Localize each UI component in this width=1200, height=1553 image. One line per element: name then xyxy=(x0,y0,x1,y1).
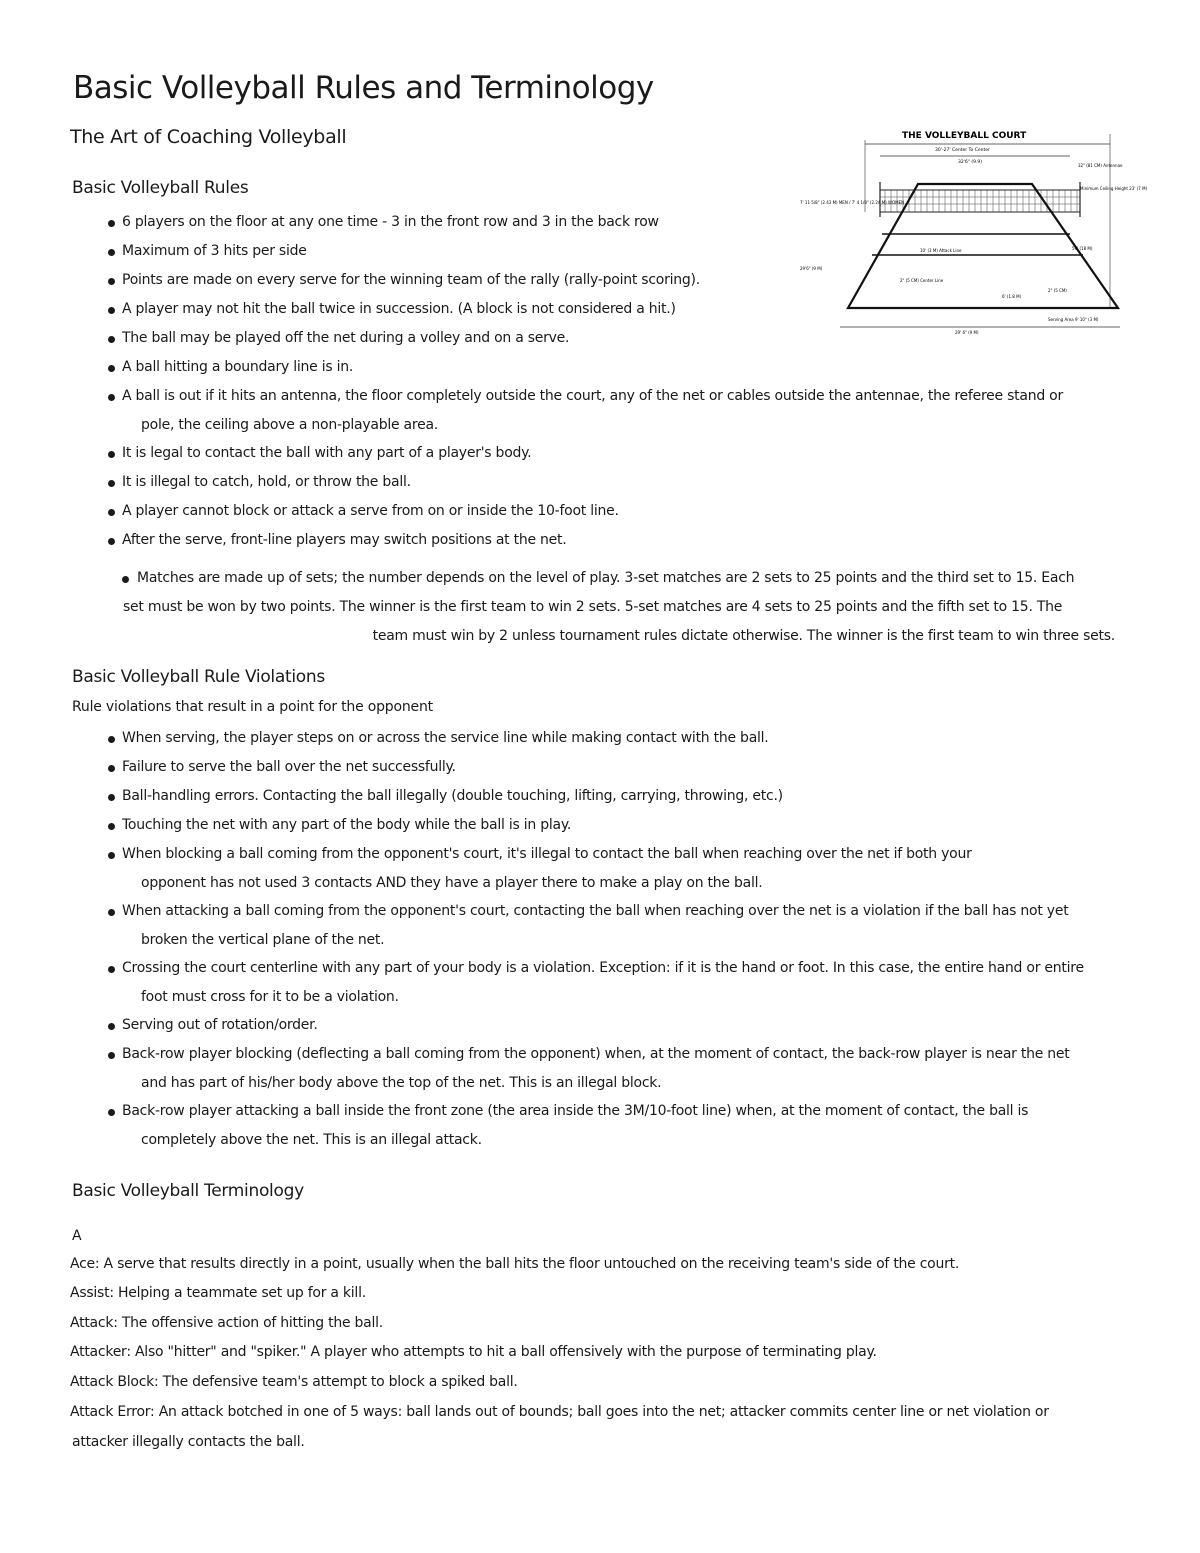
list-item: Back-row player attacking a ball inside the front zone (the area inside the 3M/10-foot line) when, at the moment of contact, the ball is completely above the net. This is an illegal attack. xyxy=(106,1097,1136,1154)
term-entry: Attack Error: An attack botched in one of 5 ways: ball lands out of bounds; ball goes into the net; attacker commits center line or net violation or xyxy=(70,1404,1049,1420)
matches-rule: Matches are made up of sets; the number depends on the level of play. 3-set matches are 2 sets to 25 points and the third set to 15. Each set must be won by two points. The winner is the first team to win 2 sets. 5-set matches are 4 sets to 25 points and the fifth set to 15. The team must win by 2 unless tournament rules dictate otherwise. The winner is the first team to win three sets. xyxy=(120,564,1120,651)
list-item: The ball may be played off the net during a volley and on a serve. xyxy=(106,324,1126,353)
diagram-line-width: 2" (5 CM) xyxy=(1048,288,1067,293)
page-subtitle: The Art of Coaching Volleyball xyxy=(70,126,347,148)
violations-intro: Rule violations that result in a point for the opponent xyxy=(72,699,433,715)
list-item: Serving out of rotation/order. xyxy=(106,1011,1136,1040)
list-item: A ball is out if it hits an antenna, the floor completely outside the court, any of the net or cables outside the antennae, the referee stand or pole, the ceiling above a non-playable area. xyxy=(106,382,1126,439)
list-item: Touching the net with any part of the body while the ball is in play. xyxy=(106,811,1136,840)
term-entry: Assist: Helping a teammate set up for a kill. xyxy=(70,1285,366,1301)
list-item: Crossing the court centerline with any part of your body is a violation. Exception: if it is the hand or foot. In this case, the entire hand or entire foot must cross for it to be a violation. xyxy=(106,954,1136,1011)
list-item: Points are made on every serve for the winning team of the rally (rally-point scoring). xyxy=(106,266,1126,295)
diagram-serving-area: Serving Area 9' 10" (3 M) xyxy=(1048,317,1099,322)
diagram-clearance: 6' (1.8 M) xyxy=(1002,294,1022,299)
list-item: When serving, the player steps on or across the service line while making contact with the ball. xyxy=(106,724,1136,753)
list-item: 6 players on the floor at any one time - 3 in the front row and 3 in the back row xyxy=(106,208,1126,237)
list-item: Ball-handling errors. Contacting the ball illegally (double touching, lifting, carrying, throwing, etc.) xyxy=(106,782,1136,811)
violations-list xyxy=(106,724,1136,1154)
list-item: A ball hitting a boundary line is in. xyxy=(106,353,1126,382)
diagram-bottom-dim: 29' 6" (9 M) xyxy=(955,330,979,335)
term-entry: Attacker: Also "hitter" and "spiker." A player who attempts to hit a ball offensively with the purpose of terminating play. xyxy=(70,1344,877,1360)
diagram-min-height: Minimum Ceiling Height 23' (7 M) xyxy=(1080,186,1148,191)
diagram-title: THE VOLLEYBALL COURT xyxy=(902,131,1027,141)
term-entry: Ace: A serve that results directly in a point, usually when the ball hits the floor untouched on the receiving team's side of the court. xyxy=(70,1256,960,1272)
term-entry: Attack Block: The defensive team's attempt to block a spiked ball. xyxy=(70,1374,518,1390)
diagram-net-heights: 7' 11 5/8" (2.43 M) MEN / 7' 4 1/8" (2.24 M) WOMEN xyxy=(800,200,905,205)
terminology-letter: A xyxy=(72,1228,82,1244)
diagram-top-dim: 30'-27' Center To Center xyxy=(935,148,990,153)
violations-heading: Basic Volleyball Rule Violations xyxy=(72,667,325,687)
diagram-centerline: 2" (5 CM) Center Line xyxy=(900,278,944,283)
list-item: A player may not hit the ball twice in succession. (A block is not considered a hit.) xyxy=(106,295,1126,324)
list-item: Failure to serve the ball over the net successfully. xyxy=(106,753,1136,782)
diagram-net-width: 32'6" (9.9) xyxy=(958,160,982,165)
list-item: Back-row player blocking (deflecting a ball coming from the opponent) when, at the moment of contact, the back-row player is near the net and has part of his/her body above the top of the net. This is an illegal block. xyxy=(106,1040,1136,1097)
rules-heading: Basic Volleyball Rules xyxy=(72,178,249,198)
diagram-side-length: 29'6" (9 M) xyxy=(800,266,823,271)
diagram-attack-line: 10' (3 M) Attack Line xyxy=(920,248,962,253)
diagram-end-length: 59' (18 M) xyxy=(1072,246,1093,251)
term-entry: Attack: The offensive action of hitting the ball. xyxy=(70,1315,383,1331)
term-entry-wrap: attacker illegally contacts the ball. xyxy=(72,1434,305,1450)
rules-list xyxy=(106,208,1126,555)
terminology-heading: Basic Volleyball Terminology xyxy=(72,1181,304,1201)
list-item: Maximum of 3 hits per side xyxy=(106,237,1126,266)
list-item: It is illegal to catch, hold, or throw the ball. xyxy=(106,468,1126,497)
list-item: It is legal to contact the ball with any part of a player's body. xyxy=(106,439,1126,468)
list-item: When attacking a ball coming from the opponent's court, contacting the ball when reaching over the net is a violation if the ball has not yet broken the vertical plane of the net. xyxy=(106,897,1136,954)
diagram-antenna: 32" (81 CM) Antennae xyxy=(1078,163,1123,168)
list-item: After the serve, front-line players may switch positions at the net. xyxy=(106,526,1126,555)
list-item: When blocking a ball coming from the opponent's court, it's illegal to contact the ball when reaching over the net if both your opponent has not used 3 contacts AND they have a player there to make a play on the ball. xyxy=(106,840,1136,897)
list-item: A player cannot block or attack a serve from on or inside the 10-foot line. xyxy=(106,497,1126,526)
page-title: Basic Volleyball Rules and Terminology xyxy=(73,70,654,106)
